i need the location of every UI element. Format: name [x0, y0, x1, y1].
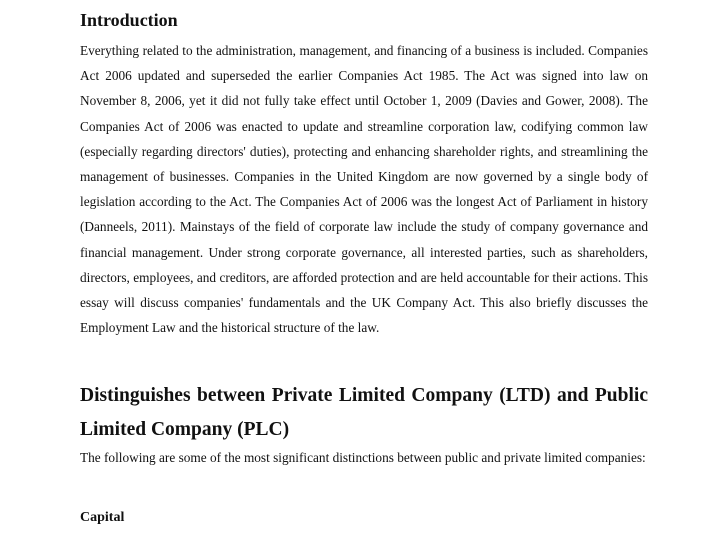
intro-heading: Introduction — [80, 10, 178, 30]
capital-subheading: Capital — [80, 510, 125, 525]
section-paragraph: The following are some of the most significant distinctions between public and private limited companies: — [80, 450, 646, 465]
section-heading: Distinguishes between Private Limited Company (LTD) and Public Limited Company (PLC) — [80, 385, 648, 440]
intro-paragraph: Everything related to the administration, management, and financing of a business is included. Companies Act 2006 updated and superseded the earlier Companies Act 1985. The Act was signed into law on November 8, 2006, yet it did not fully take effect until October 1, 2009 (Davies and Gower, 2008). The Companies Act of 2006 was enacted to update and streamline corporation law, codifying common law (especially regarding directors' duties), protecting and enhancing shareholder rights, and streamlining the management of businesses. Companies in the United Kingdom are now governed by a single body of legislation according to the Act. The Companies Act of 2006 was the longest Act of Parliament in history (Danneels, 2011). Mainstays of the field of corporate law include the study of company governance and financial management. Under strong corporate governance, all interested parties, such as shareholders, directors, employees, and creditors, are afforded protection and are held accountable for their actions. This essay will discuss companies' fundamentals and the UK Company Act. This also briefly discusses the Employment Law and the historical structure of the law. — [80, 43, 648, 336]
